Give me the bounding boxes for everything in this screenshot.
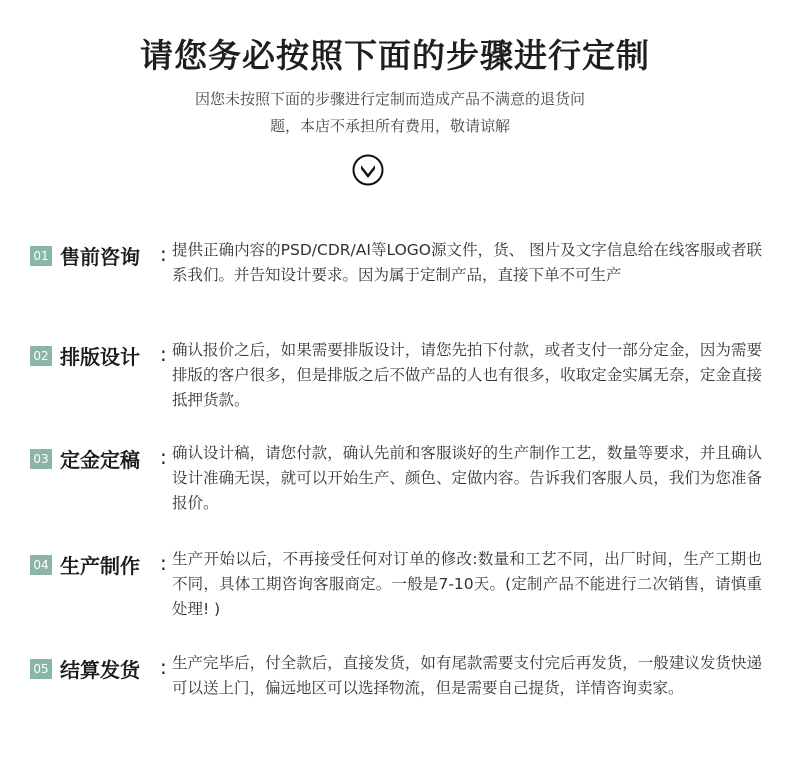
step-number-badge: 03 [30,449,52,469]
step-3 [30,444,762,529]
step-1 [30,241,762,326]
step-description: 确认报价之后，如果需要排版设计，请您先拍下付款，或者支付一部分定金，因为需要排版的客户很多，但是排版之后不做产品的人也有很多，收取定金实属无奈，定金直接抵押货款。 [172,341,762,409]
step-number-badge: 02 [30,346,52,366]
step-description: 提供正确内容的PSD/CDR/AI等LOGO源文件，货、 图片及文字信息给在线客服或者联系我们。并告知设计要求。因为属于定制产品，直接下单不可生产 [172,241,762,284]
step-colon: : [160,655,167,679]
page-title: 请您务必按照下面的步骤进行定制 [140,36,650,75]
step-2 [30,341,762,426]
step-label: 生产制作 [60,554,140,578]
subtitle-line-1: 因您未按照下面的步骤进行定制而造成产品不满意的退货问 [194,90,585,108]
step-colon: : [160,445,167,469]
step-colon: : [160,342,167,366]
page-subtitle [150,86,630,140]
step-description: 确认设计稿，请您付款，确认先前和客服谈好的生产制作工艺，数量等要求，并且确认设计准确无误，就可以开始生产、颜色、定做内容。告诉我们客服人员，我们为您准备报价。 [172,444,762,512]
step-label: 售前咨询 [60,245,140,269]
step-5 [30,654,762,739]
step-colon: : [160,242,167,266]
step-label: 定金定稿 [60,448,140,472]
step-label: 结算发货 [60,658,140,682]
step-colon: : [160,551,167,575]
step-number-badge: 01 [30,246,52,266]
step-number-badge: 04 [30,555,52,575]
step-description: 生产开始以后，不再接受任何对订单的修改:数量和工艺不同，出厂时间，生产工期也不同，具体工期咨询客服商定。一般是7-10天。(定制产品不能进行二次销售，请慎重处理! ) [172,550,762,618]
step-description: 生产完毕后，付全款后，直接发货，如有尾款需要支付完后再发货，一般建议发货快递可以送上门，偏远地区可以选择物流，但是需要自己提货，详情咨询卖家。 [172,654,762,697]
chevron-down-circle-icon [352,154,384,186]
step-number-badge: 05 [30,659,52,679]
step-4 [30,550,762,635]
step-label: 排版设计 [60,345,140,369]
subtitle-line-2: 题，本店不承担所有费用，敬请谅解 [269,117,510,135]
